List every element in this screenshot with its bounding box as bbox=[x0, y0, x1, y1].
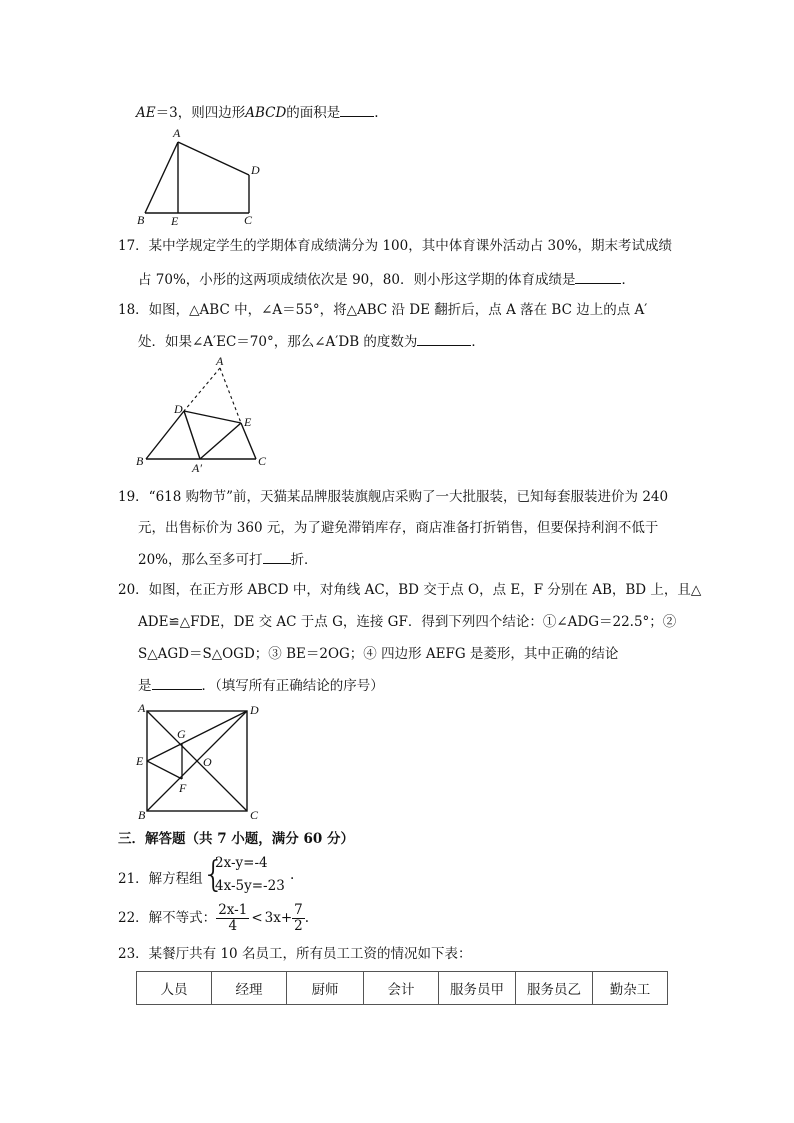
fraction-left: $\frac{2x-1}{4}$ bbox=[218, 902, 248, 934]
answer-blank bbox=[417, 331, 471, 346]
q23-text: 23．某餐厅共有 10 名员工，所有员工工资的情况如下表： bbox=[118, 946, 472, 962]
q19-line2: 元，出售标价为 360 元，为了避免滞销库存，商店准备打折销售，但要保持利润不低于 bbox=[138, 520, 659, 536]
label-D: D bbox=[174, 402, 183, 416]
q17-line1: 17．某中学规定学生的学期体育成绩满分为 100，其中体育课外活动占 30%，期末考试成绩 bbox=[118, 238, 673, 254]
label-E: E bbox=[136, 754, 144, 768]
q20-line2: ADE≌△FDE，DE 交 AC 于点 G，连接 GF．得到下列四个结论：①∠ADG＝22.5°；② bbox=[138, 614, 677, 630]
label-B: B bbox=[137, 213, 145, 227]
table-header-row bbox=[137, 972, 668, 1005]
label-C: C bbox=[244, 213, 253, 227]
label-B: B bbox=[136, 454, 144, 468]
q18-line1: 18．如图，△ABC 中，∠A＝55°，将△ABC 沿 DE 翻折后，点 A 落在 BC 边上的点 A′ bbox=[118, 302, 648, 318]
label-E: E bbox=[244, 415, 252, 429]
q20-line4: 是 ．（填写所有正确结论的序号） bbox=[138, 675, 384, 696]
q21-eq1: 2x-y=-4 bbox=[215, 855, 268, 871]
q18-triangle-figure bbox=[134, 355, 274, 475]
label-D: D bbox=[250, 703, 259, 717]
q18-line2: 处．如果∠A′EC＝70°，那么∠A′DB 的度数为 ． bbox=[138, 331, 485, 352]
table-header-cell: 服务员乙 bbox=[516, 972, 593, 1005]
label-G: G bbox=[177, 727, 186, 741]
label-A-prime: A′ bbox=[192, 461, 202, 475]
q19-line1: 19．“618 购物节”前，天猫某品牌服装旗舰店采购了一大批服装，已知每套服装进价为 240 bbox=[118, 489, 669, 505]
label-C: C bbox=[258, 454, 267, 468]
label-B: B bbox=[138, 808, 146, 822]
q22: 22．解不等式： $\frac{2x-1}{4}$ < 3x+ $\frac{7}{2}$ . bbox=[118, 902, 310, 934]
q16-text: AE＝3，则四边形ABCD的面积是 . bbox=[136, 102, 379, 123]
table-header-cell: 人员 bbox=[137, 972, 212, 1005]
table-header-cell: 服务员甲 bbox=[439, 972, 516, 1005]
label-D: D bbox=[251, 163, 260, 177]
table-header-cell: 厨师 bbox=[287, 972, 364, 1005]
fraction-right: $\frac{7}{2}$ bbox=[294, 902, 303, 934]
table-header-cell: 勤杂工 bbox=[593, 972, 668, 1005]
label-C: C bbox=[250, 808, 259, 822]
label-A: A bbox=[173, 126, 181, 140]
table-header-cell: 经理 bbox=[212, 972, 287, 1005]
label-E: E bbox=[171, 214, 179, 228]
label-A: A bbox=[138, 701, 146, 715]
table-header-cell: 会计 bbox=[364, 972, 439, 1005]
label-O: O bbox=[203, 755, 212, 769]
salary-table bbox=[136, 971, 668, 1005]
q17-line2: 占 70%，小彤的这两项成绩依次是 90，80．则小彤这学期的体育成绩是 ． bbox=[138, 269, 635, 290]
q20-line1: 20．如图，在正方形 ABCD 中，对角线 AC，BD 交于点 O，点 E，F 分别在 AB，BD 上，且△ bbox=[118, 582, 702, 598]
q21-prefix: 21．解方程组 bbox=[118, 871, 203, 887]
left-brace: { bbox=[202, 854, 225, 895]
section-heading: 三．解答题（共 7 小题，满分 60 分） bbox=[118, 831, 354, 847]
q20-square-figure bbox=[134, 700, 264, 824]
q21-eq2: 4x-5y=-23 bbox=[215, 878, 285, 894]
q19-line3: 20%，那么至多可打 折． bbox=[138, 549, 318, 570]
label-F: F bbox=[179, 781, 187, 795]
answer-blank bbox=[263, 549, 291, 564]
label-A: A bbox=[216, 355, 224, 368]
answer-blank bbox=[575, 269, 621, 284]
answer-blank bbox=[340, 102, 374, 117]
answer-blank bbox=[152, 675, 202, 690]
q16-quadrilateral-figure bbox=[134, 125, 269, 228]
q20-line3: S△AGD＝S△OGD；③ BE＝2OG；④ 四边形 AEFG 是菱形，其中正确的结论 bbox=[138, 646, 619, 662]
